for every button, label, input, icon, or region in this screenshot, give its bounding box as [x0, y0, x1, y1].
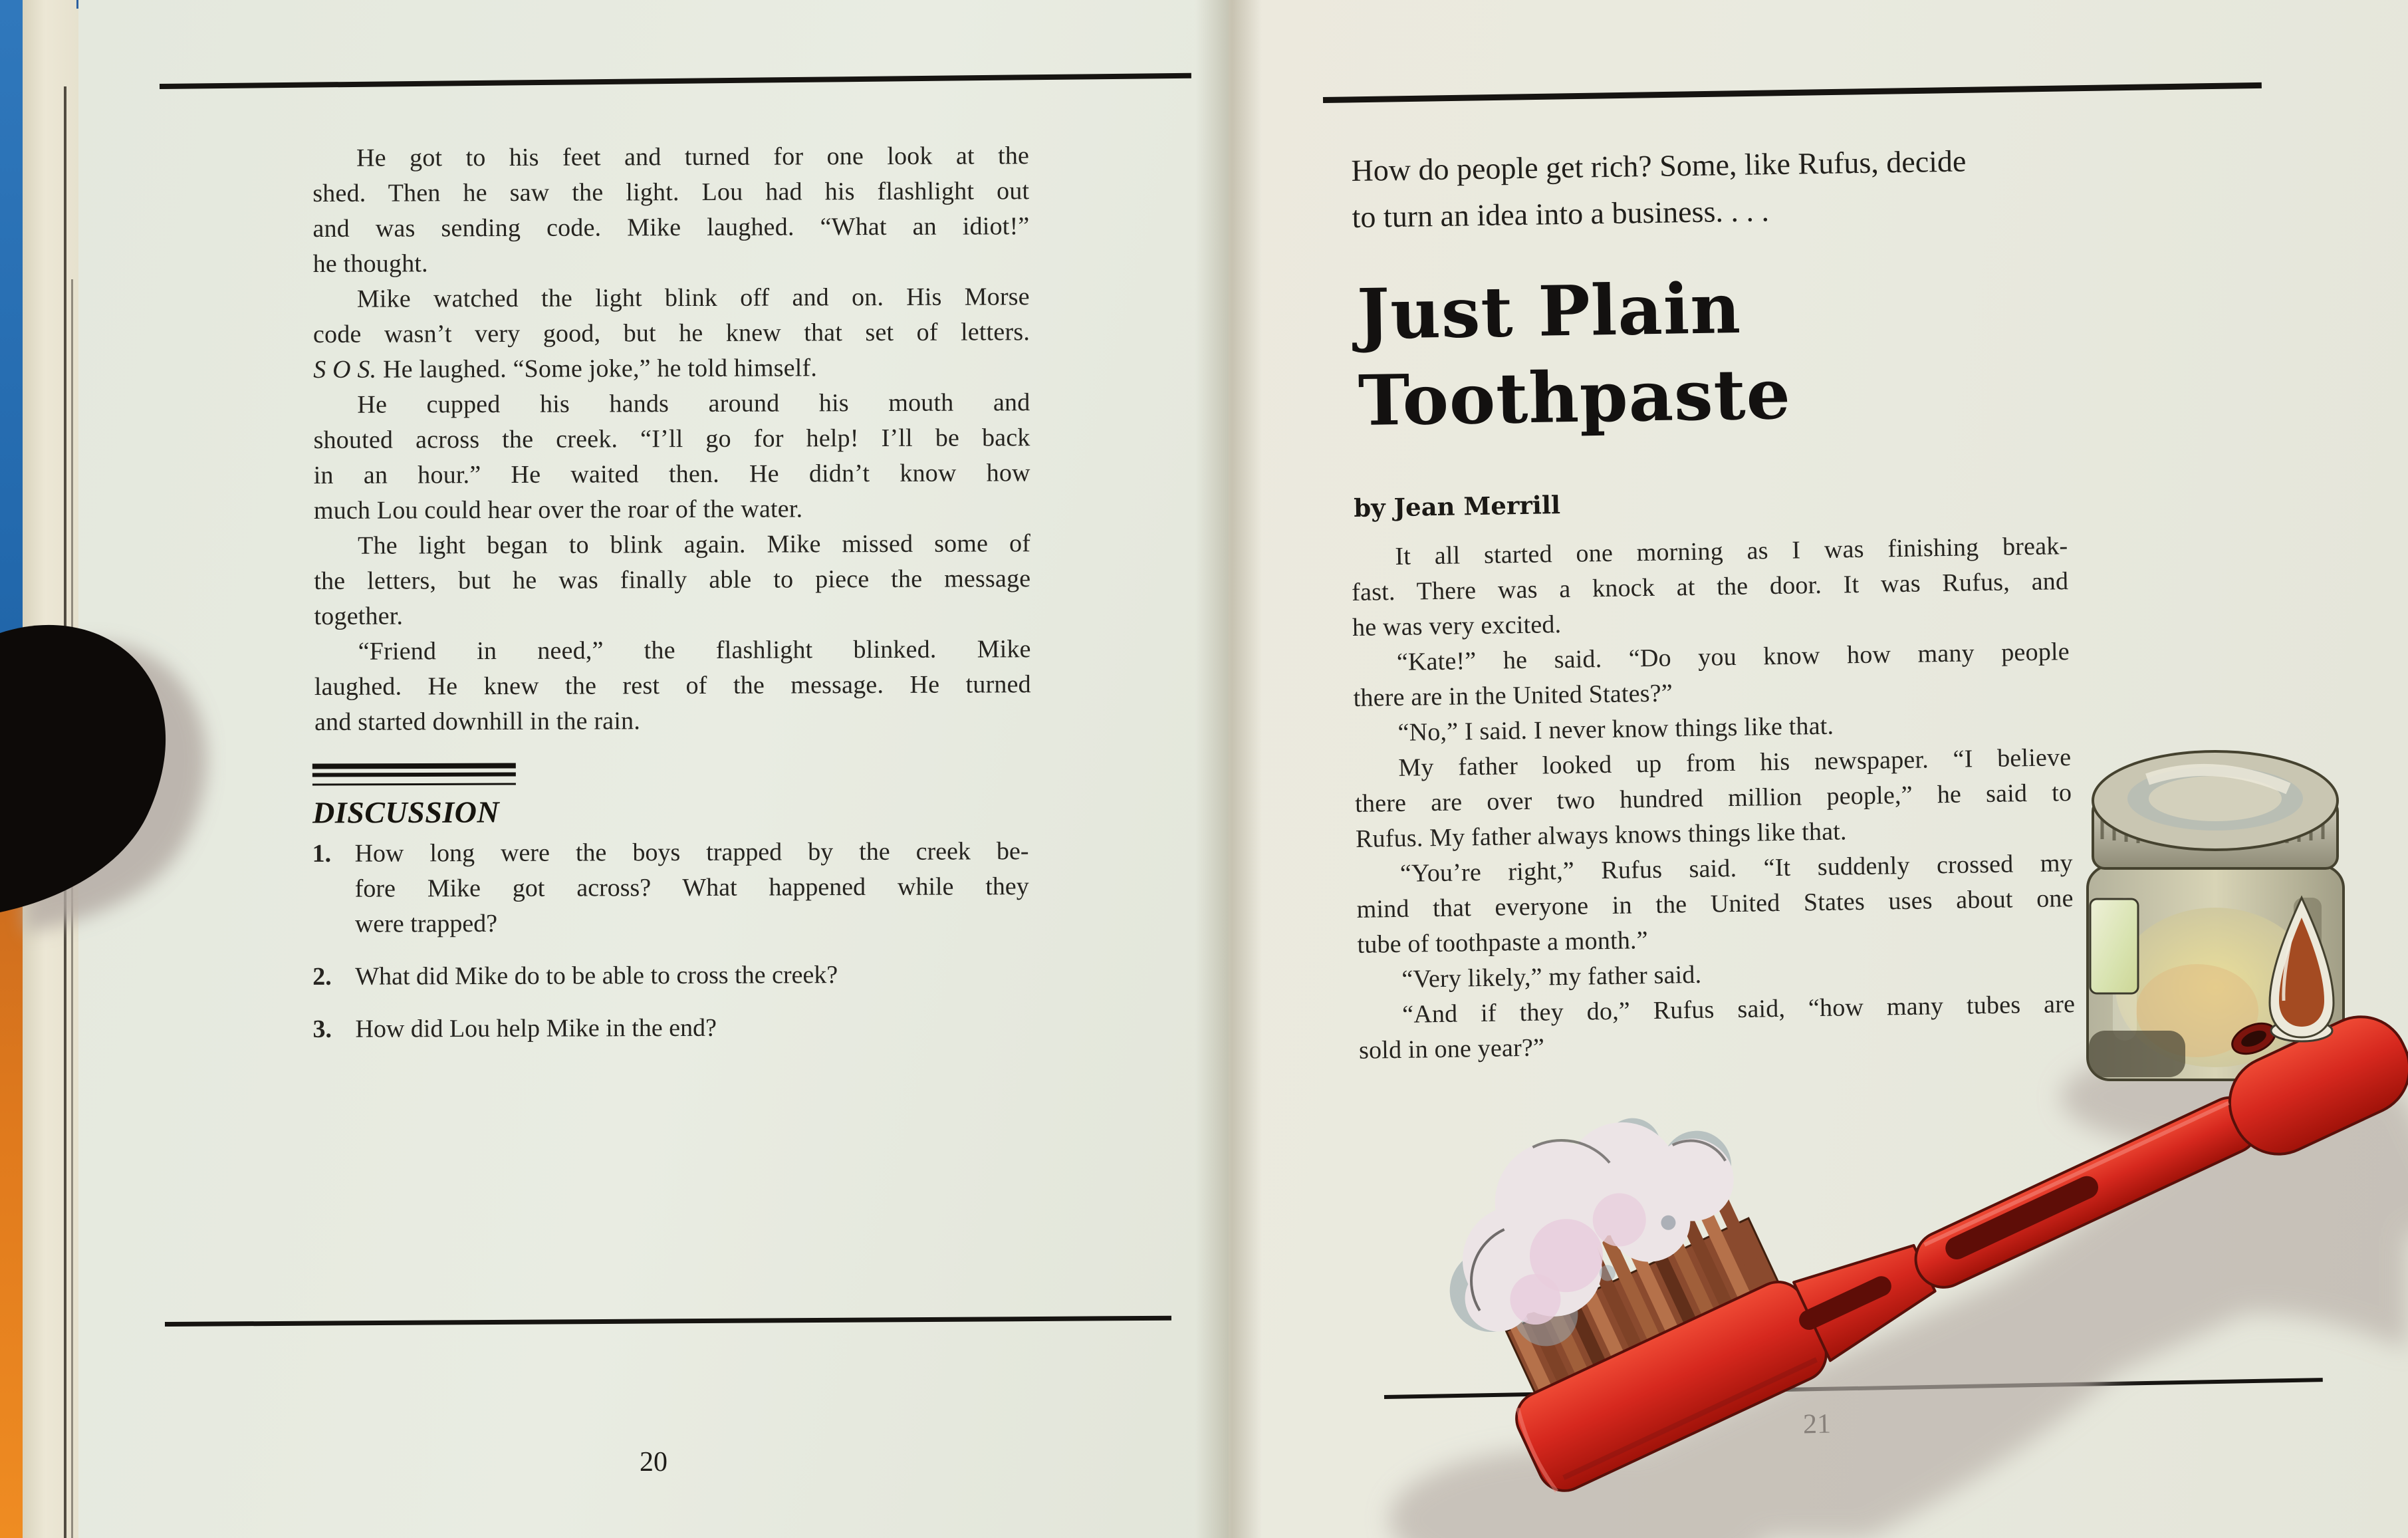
text-line: tube of toothpaste a month.”: [1357, 926, 1649, 959]
author-byline: by Jean Merrill: [1354, 490, 1561, 523]
question-item: [312, 834, 1029, 942]
text-line: code wasn’t very good, but he knew that set of letters.: [312, 318, 1030, 348]
story-title: [1356, 258, 2223, 444]
text-line: “And if they do,” Rufus said, “how many tubes are: [1401, 989, 2076, 1029]
discussion-questions: [312, 834, 1029, 1047]
text-line: sold in one year?”: [1358, 1033, 1545, 1065]
question-item: [312, 957, 1029, 995]
text-line: “Very likely,” my father said.: [1401, 960, 1702, 993]
question-number: 1.: [312, 839, 332, 868]
paragraph: [313, 385, 1030, 529]
heading-rule: [312, 772, 516, 777]
text-line: to turn an idea into a business. . . .: [1352, 193, 1770, 234]
paragraph: [312, 138, 1030, 282]
paragraph: [313, 279, 1030, 352]
paragraph: [314, 632, 1032, 740]
text-line: How did Lou help Mike in the end?: [355, 1013, 717, 1043]
question-text: [355, 1009, 1029, 1047]
page-number-20: 20: [640, 1447, 667, 1477]
story-text-left-page: [312, 138, 1031, 740]
discussion-section-heading: [312, 763, 516, 830]
question-text: [355, 957, 1029, 995]
reader-thumb: [0, 598, 226, 971]
text-run: He laughed. “Some joke,” he told himself.: [376, 354, 818, 384]
title-line: Toothpaste: [1358, 352, 1792, 442]
toothbrush-illustration: [1363, 698, 2408, 1538]
text-line: were trapped?: [354, 909, 498, 938]
question-text: [354, 834, 1029, 942]
text-line: “Kate!” he said. “Do you know how many people: [1396, 638, 2070, 676]
morse-code-italic: S O S.: [313, 355, 377, 384]
discussion-title: DISCUSSION: [312, 795, 500, 830]
text-line: Mike watched the light blink off and on. His Morse: [356, 283, 1030, 313]
paragraph-last-line: [313, 350, 1030, 388]
text-line: and was sending code. Mike laughed. “What an idiot!”: [312, 212, 1030, 243]
heading-rule: [312, 783, 516, 785]
text-line: fast. There was a knock at the door. It was Rufus, and: [1351, 567, 2069, 606]
text-line: How long were the boys trapped by the creek be-: [354, 837, 1029, 868]
text-line: and started downhill in the rain.: [314, 707, 641, 736]
text-line: in an hour.” He waited then. He didn’t know how: [313, 459, 1030, 489]
jar-label: [2090, 899, 2138, 993]
text-line: fore Mike got across? What happened while they: [354, 872, 1029, 903]
text-line: there are in the United States?”: [1353, 679, 1673, 712]
text-line: there are over two hundred million people,” he said to: [1354, 779, 2072, 818]
paragraph: [1351, 529, 2069, 646]
text-line: My father looked up from his newspaper. “I believe: [1398, 743, 2072, 782]
paragraph: [314, 526, 1031, 634]
text-line: laughed. He knew the rest of the message. He turned: [314, 670, 1031, 701]
question-number: 2.: [312, 962, 332, 991]
text-line: he thought.: [312, 249, 428, 278]
text-line: What did Mike do to be able to cross the creek?: [355, 961, 838, 991]
text-line: “No,” I said. I never know things like that.: [1397, 711, 1834, 747]
text-line: he was very excited.: [1352, 610, 1562, 642]
text-line: Rufus. My father always knows things like that.: [1355, 817, 1848, 853]
book-gutter-crease: [1195, 0, 1262, 1538]
title-line: Just Plain: [1356, 267, 1742, 355]
text-line: together.: [314, 602, 404, 630]
question-item: [312, 1009, 1029, 1047]
text-line: The light began to blink again. Mike missed some of: [358, 529, 1031, 560]
text-line: mind that everyone in the United States uses about one: [1356, 884, 2074, 924]
text-line: He cupped his hands around his mouth and: [357, 388, 1030, 419]
text-line: much Lou could hear over the roar of the water.: [313, 495, 803, 525]
text-line: How do people get rich? Some, like Rufus, decide: [1351, 144, 1967, 188]
text-line: shed. Then he saw the light. Lou had his flashlight out: [312, 177, 1030, 207]
text-line: shouted across the creek. “I’ll go for help! I’ll be back: [313, 424, 1030, 454]
text-line: “You’re right,” Rufus said. “It suddenly crossed my: [1399, 849, 2074, 888]
story-intro: [1351, 136, 2110, 241]
text-line: It all started one morning as I was finishing break-: [1395, 532, 2068, 571]
text-line: He got to his feet and turned for one look at the: [356, 142, 1030, 172]
heading-rule: [312, 763, 516, 769]
text-line: “Friend in need,” the flashlight blinked. Mike: [358, 635, 1031, 666]
question-number: 3.: [312, 1015, 332, 1043]
text-line: the letters, but he was finally able to piece the message: [314, 565, 1031, 595]
